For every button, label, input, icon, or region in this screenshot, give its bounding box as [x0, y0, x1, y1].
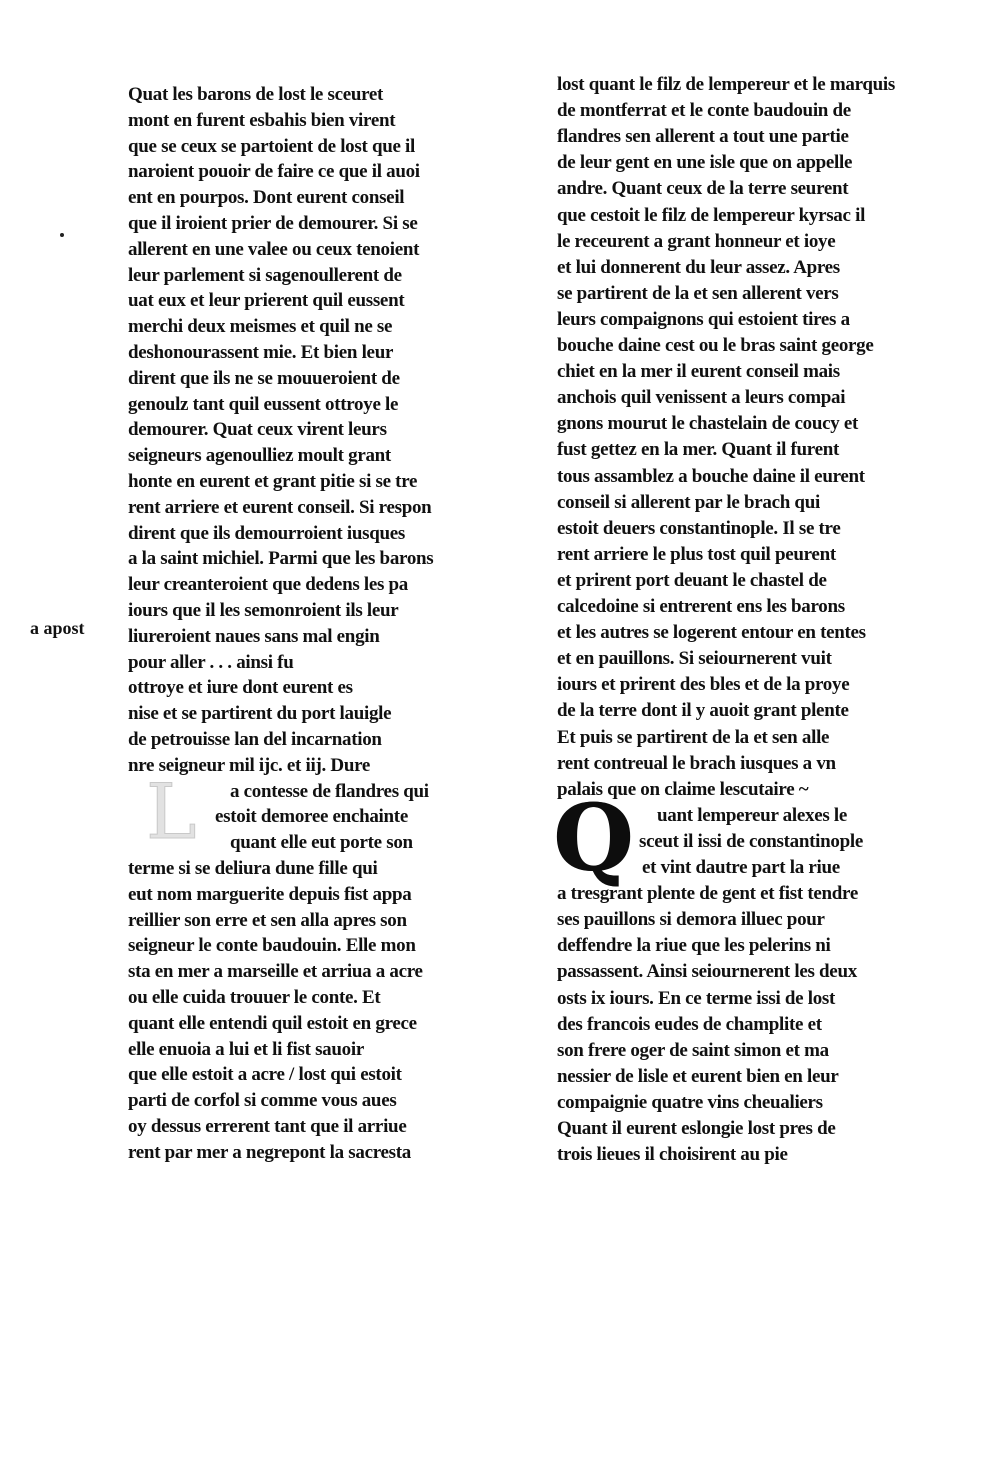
- text-line: flandres sen allerent a tout une partie: [557, 126, 849, 148]
- text-line: sceut il issi de constantinople: [639, 830, 863, 852]
- text-line: osts ix iours. En ce terme issi de lost: [557, 987, 836, 1009]
- text-line: trois lieues il choisirent au pie: [557, 1144, 788, 1166]
- text-line: lost quant le filz de lempereur et le marquis: [557, 74, 895, 95]
- text-line: oy dessus errerent tant que il arriue: [128, 1116, 407, 1137]
- text-line: a contesse de flandres qui: [230, 780, 429, 802]
- text-line: conseil si allerent par le brach qui: [557, 491, 820, 513]
- text-line: des francois eudes de champlite et: [557, 1013, 822, 1035]
- text-line: dirent que ils ne se mouueroient de: [128, 367, 400, 389]
- text-line: se partirent de la et sen allerent vers: [557, 282, 839, 304]
- text-line: iours et prirent des bles et de la proye: [557, 674, 850, 696]
- text-line: et vint dautre part la riue: [642, 857, 840, 878]
- text-line: Quat les barons de lost le sceuret: [128, 84, 384, 105]
- text-line: eut nom marguerite depuis fist appa: [128, 883, 412, 905]
- text-line: liureroient naues sans mal engin: [128, 625, 380, 647]
- decorated-initial-left: L: [146, 767, 197, 856]
- text-line: ou elle cuida trouuer le conte. Et: [128, 987, 381, 1008]
- text-line: pour aller . . . ainsi fu: [128, 651, 294, 673]
- text-line: leurs compaignons qui estoient tires a: [557, 308, 850, 330]
- text-line: nise et se partirent du port lauigle: [128, 703, 392, 725]
- text-line: nessier de lisle et eurent bien en leur: [557, 1065, 839, 1087]
- text-line: quant elle entendi quil estoit en grece: [128, 1012, 417, 1034]
- text-line: anchois quil venissent a leurs compai: [557, 387, 846, 409]
- text-line: iours que il les semonroient ils leur: [128, 600, 399, 621]
- text-line: genoulz tant quil eussent ottroye le: [128, 393, 399, 415]
- text-line: rent contreual le brach iusques a vn: [557, 752, 836, 774]
- text-line: terme si se deliura dune fille qui: [128, 858, 378, 879]
- text-line: et en pauillons. Si seiournerent vuit: [557, 648, 832, 670]
- text-line: quant elle eut porte son: [230, 832, 413, 854]
- text-line: Et puis se partirent de la et sen alle: [557, 726, 830, 748]
- text-line: de leur gent en une isle que on appelle: [557, 152, 853, 174]
- text-line: uant lempereur alexes le: [657, 804, 847, 826]
- text-line: ent en pourpos. Dont eurent conseil: [128, 187, 405, 209]
- text-line: allerent en une valee ou ceux tenoient: [128, 238, 420, 260]
- text-line: et prirent port deuant le chastel de: [557, 569, 827, 591]
- text-line: seigneurs agenoulliez moult grant: [128, 445, 391, 467]
- text-line: le receurent a grant honneur et ioye: [557, 230, 836, 252]
- text-line: andre. Quant ceux de la terre seurent: [557, 178, 849, 200]
- text-line: a tresgrant plente de gent et fist tendre: [557, 883, 858, 905]
- text-line: leur creanteroient que dedens les pa: [128, 574, 408, 596]
- text-line: de petrouisse lan del incarnation: [128, 729, 382, 750]
- text-line: tous assamblez a bouche daine il eurent: [557, 465, 865, 487]
- text-line: demourer. Quat ceux virent leurs: [128, 419, 387, 441]
- margin-note: a apost: [30, 618, 85, 638]
- text-line: calcedoine si entrerent ens les barons: [557, 596, 845, 617]
- text-line: deffendre la riue que les pelerins ni: [557, 935, 831, 957]
- text-line: Quant il eurent eslongie lost pres de: [557, 1118, 836, 1139]
- text-line: que se ceux se partoient de lost que il: [128, 135, 416, 157]
- text-line: que elle estoit a acre / lost qui estoit: [128, 1064, 402, 1086]
- text-line: nre seigneur mil ijc. et iij. Dure: [128, 754, 371, 776]
- text-line: palais que on claime lescutaire ~: [557, 778, 809, 800]
- text-line: que il iroient prier de demourer. Si se: [128, 213, 418, 234]
- decorated-initial-right: Q: [553, 784, 634, 892]
- text-line: a la saint michiel. Parmi que les barons: [128, 548, 434, 570]
- text-line: que cestoit le filz de lempereur kyrsac il: [557, 204, 866, 226]
- text-line: uat eux et leur prierent quil eussent: [128, 290, 405, 312]
- text-line: seigneur le conte baudouin. Elle mon: [128, 935, 416, 957]
- text-line: naroient pouoir de faire ce que il auoi: [128, 161, 420, 183]
- text-line: passassent. Ainsi seiournerent les deux: [557, 961, 857, 983]
- ink-dot: [60, 233, 64, 237]
- text-line: honte en eurent et grant pitie si se tre: [128, 471, 418, 492]
- text-line: deshonourassent mie. Et bien leur: [128, 342, 394, 363]
- text-line: et lui donnerent du leur assez. Apres: [557, 256, 840, 278]
- text-line: de montferrat et le conte baudouin de: [557, 100, 851, 122]
- text-line: elle enuoia a lui et li fist sauoir: [128, 1038, 364, 1060]
- text-line: compaignie quatre vins cheualiers: [557, 1091, 823, 1113]
- text-line: sta en mer a marseille et arriua a acre: [128, 961, 423, 983]
- left-text-column: [128, 82, 513, 1172]
- text-line: rent arriere et eurent conseil. Si respon: [128, 496, 432, 518]
- text-line: mont en furent esbahis bien virent: [128, 109, 396, 131]
- text-line: bouche daine cest ou le bras saint george: [557, 335, 874, 356]
- text-line: de la terre dont il y auoit grant plente: [557, 700, 849, 722]
- text-line: reillier son erre et sen alla apres son: [128, 909, 407, 931]
- text-line: son frere oger de saint simon et ma: [557, 1039, 829, 1061]
- text-line: ottroye et iure dont eurent es: [128, 677, 353, 699]
- text-line: fust gettez en la mer. Quant il furent: [557, 439, 840, 461]
- text-line: leur parlement si sagenoullerent de: [128, 264, 402, 286]
- text-line: estoit demoree enchainte: [215, 806, 408, 828]
- text-line: dirent que ils demourroient iusques: [128, 522, 406, 544]
- text-line: rent par mer a negrepont la sacresta: [128, 1141, 411, 1163]
- right-text-column: [557, 72, 947, 1172]
- text-line: et les autres se logerent entour en tentes: [557, 622, 866, 644]
- text-line: gnons mourut le chastelain de coucy et: [557, 413, 859, 435]
- text-line: parti de corfol si comme vous aues: [128, 1090, 397, 1112]
- text-line: estoit deuers constantinople. Il se tre: [557, 517, 841, 539]
- text-line: rent arriere le plus tost quil peurent: [557, 543, 836, 565]
- text-line: ses pauillons si demora illuec pour: [557, 909, 825, 931]
- text-line: merchi deux meismes et quil ne se: [128, 316, 393, 338]
- text-line: chiet en la mer il eurent conseil mais: [557, 361, 840, 383]
